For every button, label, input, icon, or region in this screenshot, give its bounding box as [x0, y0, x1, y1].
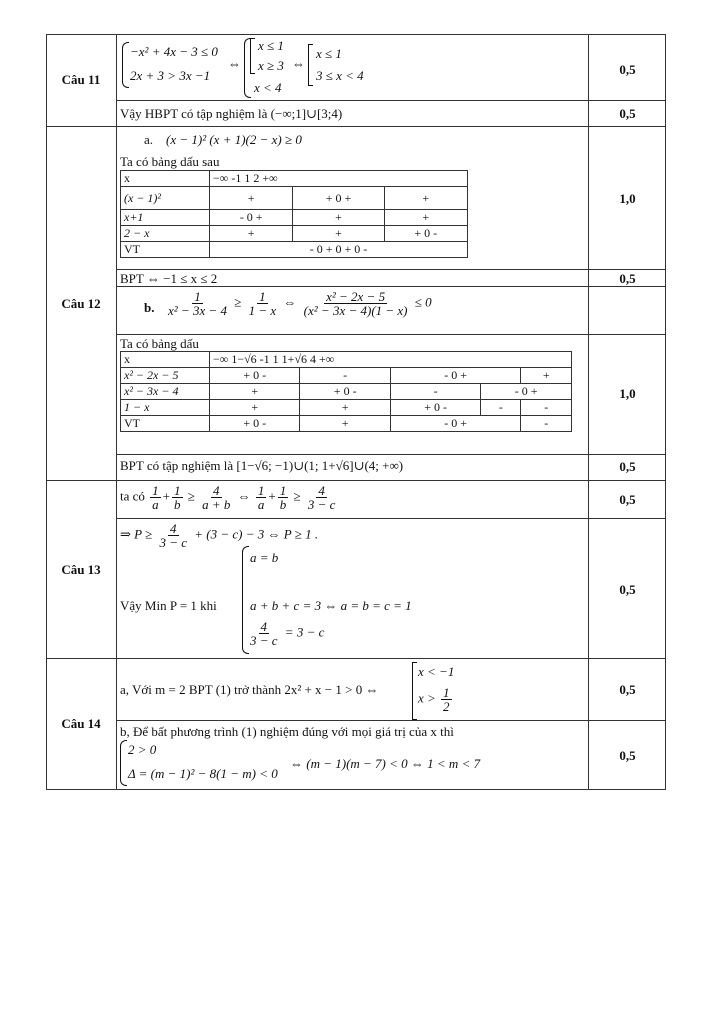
denominator: 3 − c [307, 497, 336, 512]
grid-line [46, 126, 666, 127]
denominator: (x² − 3x − 4)(1 − x) [303, 303, 408, 318]
table-row [121, 171, 468, 187]
numerator: 1 [443, 685, 450, 700]
equation [120, 484, 339, 511]
equation: 3 ≤ x < 4 [316, 68, 364, 83]
table-row [121, 352, 572, 368]
denominator: b [174, 497, 181, 512]
denominator: 1 − x [248, 303, 277, 318]
equation: ⇔ (m − 1)(m − 7) < 0 ⇔ 1 < m < 7 [290, 756, 481, 771]
equation: x < 4 [254, 80, 282, 95]
table-cell: + [300, 400, 390, 416]
left-bracket-icon [308, 44, 313, 86]
left-bracket-icon [250, 38, 255, 74]
numerator: 4 [318, 483, 325, 498]
denominator: a [152, 497, 159, 512]
score: 0,5 [619, 582, 636, 597]
fraction [166, 290, 229, 317]
equation: x ≤ 1 [258, 38, 284, 53]
table-row [121, 384, 572, 400]
grid-line [116, 518, 666, 519]
iff-symbol: ⇔ [292, 56, 305, 71]
denominator: a [257, 497, 265, 512]
grid-line [665, 34, 666, 790]
result: BPT ⇔ −1 ≤ x ≤ 2 [120, 271, 218, 286]
score: 0,5 [619, 271, 636, 286]
result: BPT có tập nghiệm là [1−√6; −1)∪(1; 1+√6]∪(4; +∞) [120, 458, 404, 473]
text: x > [418, 690, 436, 706]
grid-line [46, 658, 666, 659]
score: 0,5 [619, 459, 636, 474]
table-cell: - [390, 384, 480, 400]
text: = 3 − c [284, 624, 325, 640]
score: 0,5 [619, 106, 636, 121]
text: + (3 − c) − 3 ⇔ P ≥ 1 . [194, 526, 319, 542]
table-cell: x [121, 352, 210, 368]
score: 0,5 [619, 62, 636, 77]
text: ta có [120, 488, 145, 504]
grid-line [116, 334, 666, 335]
fraction [306, 484, 338, 511]
equation [164, 290, 432, 317]
fraction [248, 620, 280, 647]
equation: x ≤ 1 [316, 46, 342, 61]
table-row [121, 368, 572, 384]
grid-line [116, 286, 666, 287]
numerator: 1 [279, 483, 287, 498]
table-cell: - 0 + [390, 416, 521, 432]
equation: x < −1 [418, 664, 455, 679]
operator: + [268, 488, 276, 504]
denominator: a + b [202, 497, 231, 512]
table-cell: + 0 + [293, 187, 384, 210]
denominator: b [279, 497, 287, 512]
table-cell: - 0 + [390, 368, 521, 384]
iff-symbol: ⇔ [228, 56, 241, 71]
answer-key-page [46, 34, 666, 790]
equation: a = b [250, 550, 279, 565]
numerator: 1 [259, 289, 266, 304]
table-cell: −∞ -1 1 2 +∞ [210, 171, 468, 187]
table-cell: 1 − x [121, 400, 210, 416]
table-cell: - [481, 400, 521, 416]
score: 1,0 [619, 386, 636, 401]
grid-line [116, 34, 117, 790]
grid-line [588, 34, 589, 790]
fraction [172, 484, 183, 511]
grid-line [116, 720, 666, 721]
table-row [121, 242, 468, 258]
fraction [278, 484, 289, 511]
fraction [247, 290, 279, 317]
fraction [150, 484, 161, 511]
part-label: a. [144, 132, 154, 147]
operator: ≥ [234, 294, 242, 310]
table-cell: x² − 3x − 4 [121, 384, 210, 400]
numerator: 4 [260, 619, 268, 634]
left-brace-icon [122, 42, 129, 88]
table-cell: + 0 - [300, 384, 390, 400]
conclusion: Vậy HBPT có tập nghiệm là (−∞;1]∪[3;4) [120, 106, 343, 121]
equation: 2 > 0 [128, 742, 157, 757]
score: 0,5 [619, 682, 636, 697]
numerator: 4 [170, 521, 177, 536]
table-cell: + [210, 187, 293, 210]
table-cell: + [293, 210, 384, 226]
text: ⇒ P ≥ [120, 526, 153, 542]
table-cell: −∞ 1−√6 -1 1 1+√6 4 +∞ [210, 352, 572, 368]
fraction [157, 522, 189, 549]
text: Ta có bảng dấu [120, 336, 199, 351]
equation [120, 522, 318, 549]
table-row [121, 226, 468, 242]
table-cell: + [300, 416, 390, 432]
question-label: Câu 14 [61, 716, 101, 731]
table-cell: + [384, 210, 467, 226]
table-cell: x² − 2x − 5 [121, 368, 210, 384]
equation [418, 686, 454, 713]
table-cell: - [521, 416, 572, 432]
table-cell: + 0 - [384, 226, 467, 242]
numerator: 1 [152, 483, 159, 498]
table-cell: + 0 - [390, 400, 480, 416]
equation: a + b + c = 3 ⇔ a = b = c = 1 [250, 598, 412, 613]
text: Vậy Min P = 1 khi [120, 598, 217, 613]
table-cell: + [210, 400, 300, 416]
table-cell: - 0 + 0 + 0 - [210, 242, 468, 258]
equation: −x² + 4x − 3 ≤ 0 [130, 44, 218, 59]
grid-line [116, 100, 666, 101]
grid-line [46, 34, 47, 790]
question-label: Câu 12 [61, 296, 101, 311]
table-cell: - [521, 400, 572, 416]
sign-table-a [120, 170, 468, 258]
text: b, Để bất phương trình (1) nghiệm đúng với mọi giá trị của x thì [120, 724, 454, 739]
question-label: Câu 13 [61, 562, 101, 577]
table-cell: (x − 1)² [121, 187, 210, 210]
fraction [441, 686, 452, 713]
operator: ⇔ [283, 294, 297, 310]
table-cell: + [521, 368, 572, 384]
question-label: Câu 11 [61, 72, 101, 87]
table-cell: + [210, 384, 300, 400]
denominator: 2 [443, 699, 450, 714]
table-cell: - [300, 368, 390, 384]
grid-line [116, 454, 666, 455]
table-cell: 2 − x [121, 226, 210, 242]
score: 1,0 [619, 191, 636, 206]
score: 0,5 [619, 748, 636, 763]
table-cell: VT [121, 416, 210, 432]
fraction [302, 290, 410, 317]
operator: + [162, 488, 170, 504]
table-cell: x+1 [121, 210, 210, 226]
table-cell: + [210, 226, 293, 242]
numerator: 1 [194, 289, 201, 304]
left-bracket-icon [412, 662, 417, 720]
numerator: 1 [174, 483, 181, 498]
table-cell: + 0 - [210, 368, 300, 384]
operator: ≥ [187, 488, 195, 504]
table-cell: - 0 + [210, 210, 293, 226]
text: Ta có bảng dấu sau [120, 154, 220, 169]
table-cell: - 0 + [481, 384, 572, 400]
grid-line [46, 34, 666, 35]
table-row [121, 187, 468, 210]
grid-line [46, 789, 666, 790]
table-row [121, 400, 572, 416]
table-row [121, 416, 572, 432]
numerator: x² − 2x − 5 [326, 289, 386, 304]
equation [246, 620, 324, 647]
equation: 2x + 3 > 3x −1 [130, 68, 211, 83]
operator: ⇔ [237, 488, 251, 504]
denominator: 3 − c [159, 535, 188, 550]
left-brace-icon [120, 740, 127, 786]
score: 0,5 [619, 492, 636, 507]
part-label: b. [144, 300, 155, 315]
fraction [256, 484, 267, 511]
numerator: 1 [257, 483, 265, 498]
numerator: 4 [213, 483, 220, 498]
table-cell: + 0 - [210, 416, 300, 432]
fraction [200, 484, 232, 511]
grid-line [46, 480, 666, 481]
grid-line [116, 269, 666, 270]
table-row [121, 210, 468, 226]
text: a, Với m = 2 BPT (1) trở thành 2x² + x − 1 > 0 ⇔ [120, 682, 379, 697]
table-cell: x [121, 171, 210, 187]
table-cell: + [384, 187, 467, 210]
equation: (x − 1)² (x + 1)(2 − x) ≥ 0 [166, 132, 302, 147]
equation: Δ = (m − 1)² − 8(1 − m) < 0 [128, 766, 278, 781]
operator: ≥ [293, 488, 301, 504]
denominator: 3 − c [250, 633, 278, 648]
table-cell: VT [121, 242, 210, 258]
equation: x ≥ 3 [258, 58, 284, 73]
table-cell: + [293, 226, 384, 242]
denominator: x² − 3x − 4 [168, 303, 227, 318]
operator: ≤ 0 [414, 294, 432, 310]
sign-table-b [120, 351, 572, 432]
